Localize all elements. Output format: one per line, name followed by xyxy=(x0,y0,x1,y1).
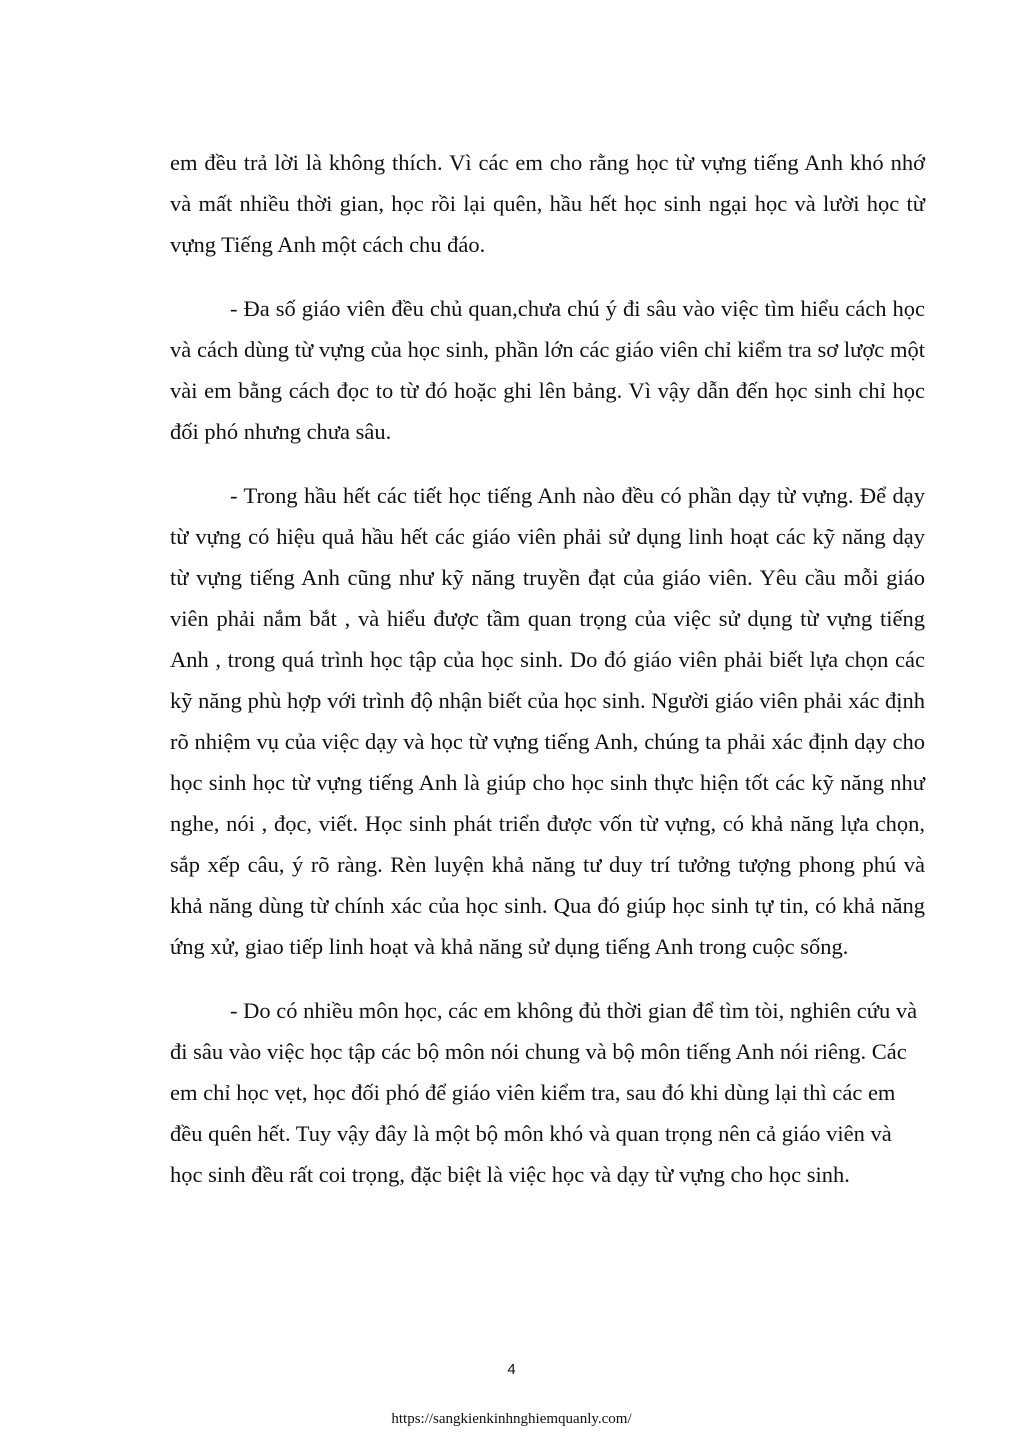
paragraph-1: em đều trả lời là không thích. Vì các em cho rằng học từ vựng tiếng Anh khó nhớ và mất nhiều thời gian, học rồi lại quên, hầu hết học sinh ngại học và lười học từ vựng Tiếng Anh một cách chu đáo. xyxy=(170,150,925,257)
paragraph-3: - Trong hầu hết các tiết học tiếng Anh nào đều có phần dạy từ vựng. Để dạy từ vựng có hiệu quả hầu hết các giáo viên phải sử dụng linh hoạt các kỹ năng dạy từ vựng tiếng Anh cũng như kỹ năng truyền đạt của giáo viên. Yêu cầu mỗi giáo viên phải nắm bắt , và hiểu được tầm quan trọng của việc sử dụng từ vựng tiếng Anh , trong quá trình học tập của học sinh. Do đó giáo viên phải biết lựa chọn các kỹ năng phù hợp với trình độ nhận biết của học sinh. Người giáo viên phải xác định rõ nhiệm vụ của việc dạy và học từ vựng tiếng Anh, chúng ta phải xác định dạy cho học sinh học từ vựng tiếng Anh là giúp cho học sinh thực hiện tốt các kỹ năng như nghe, nói , đọc, viết. Học sinh phát triển được vốn từ vựng, có khả năng lựa chọn, sắp xếp câu, ý rõ ràng. Rèn luyện khả năng tư duy trí tưởng tượng phong phú và khả năng dùng từ chính xác của học sinh. Qua đó giúp học sinh tự tin, có khả năng ứng xử, giao tiếp linh hoạt và khả năng sử dụng tiếng Anh trong cuộc sống. xyxy=(170,483,925,959)
body-text xyxy=(170,142,925,1218)
page-number: 4 xyxy=(507,1361,516,1378)
footer-url: https://sangkienkinhnghiemquanly.com/ xyxy=(391,1411,632,1427)
paragraph-4: - Do có nhiều môn học, các em không đủ thời gian để tìm tòi, nghiên cứu và đi sâu vào việc học tập các bộ môn nói chung và bộ môn tiếng Anh nói riêng. Các em chỉ học vẹt, học đối phó để giáo viên kiểm tra, sau đó khi dùng lại thì các em đều quên hết. Tuy vậy đây là một bộ môn khó và quan trọng nên cả giáo viên và học sinh đều rất coi trọng, đặc biệt là việc học và dạy từ vựng cho học sinh. xyxy=(170,998,918,1187)
paragraph-2: - Đa số giáo viên đều chủ quan,chưa chú ý đi sâu vào việc tìm hiểu cách học và cách dùng từ vựng của học sinh, phần lớn các giáo viên chỉ kiểm tra sơ lược một vài em bằng cách đọc to từ đó hoặc ghi lên bảng. Vì vậy dẫn đến học sinh chỉ học đối phó nhưng chưa sâu. xyxy=(170,296,925,444)
